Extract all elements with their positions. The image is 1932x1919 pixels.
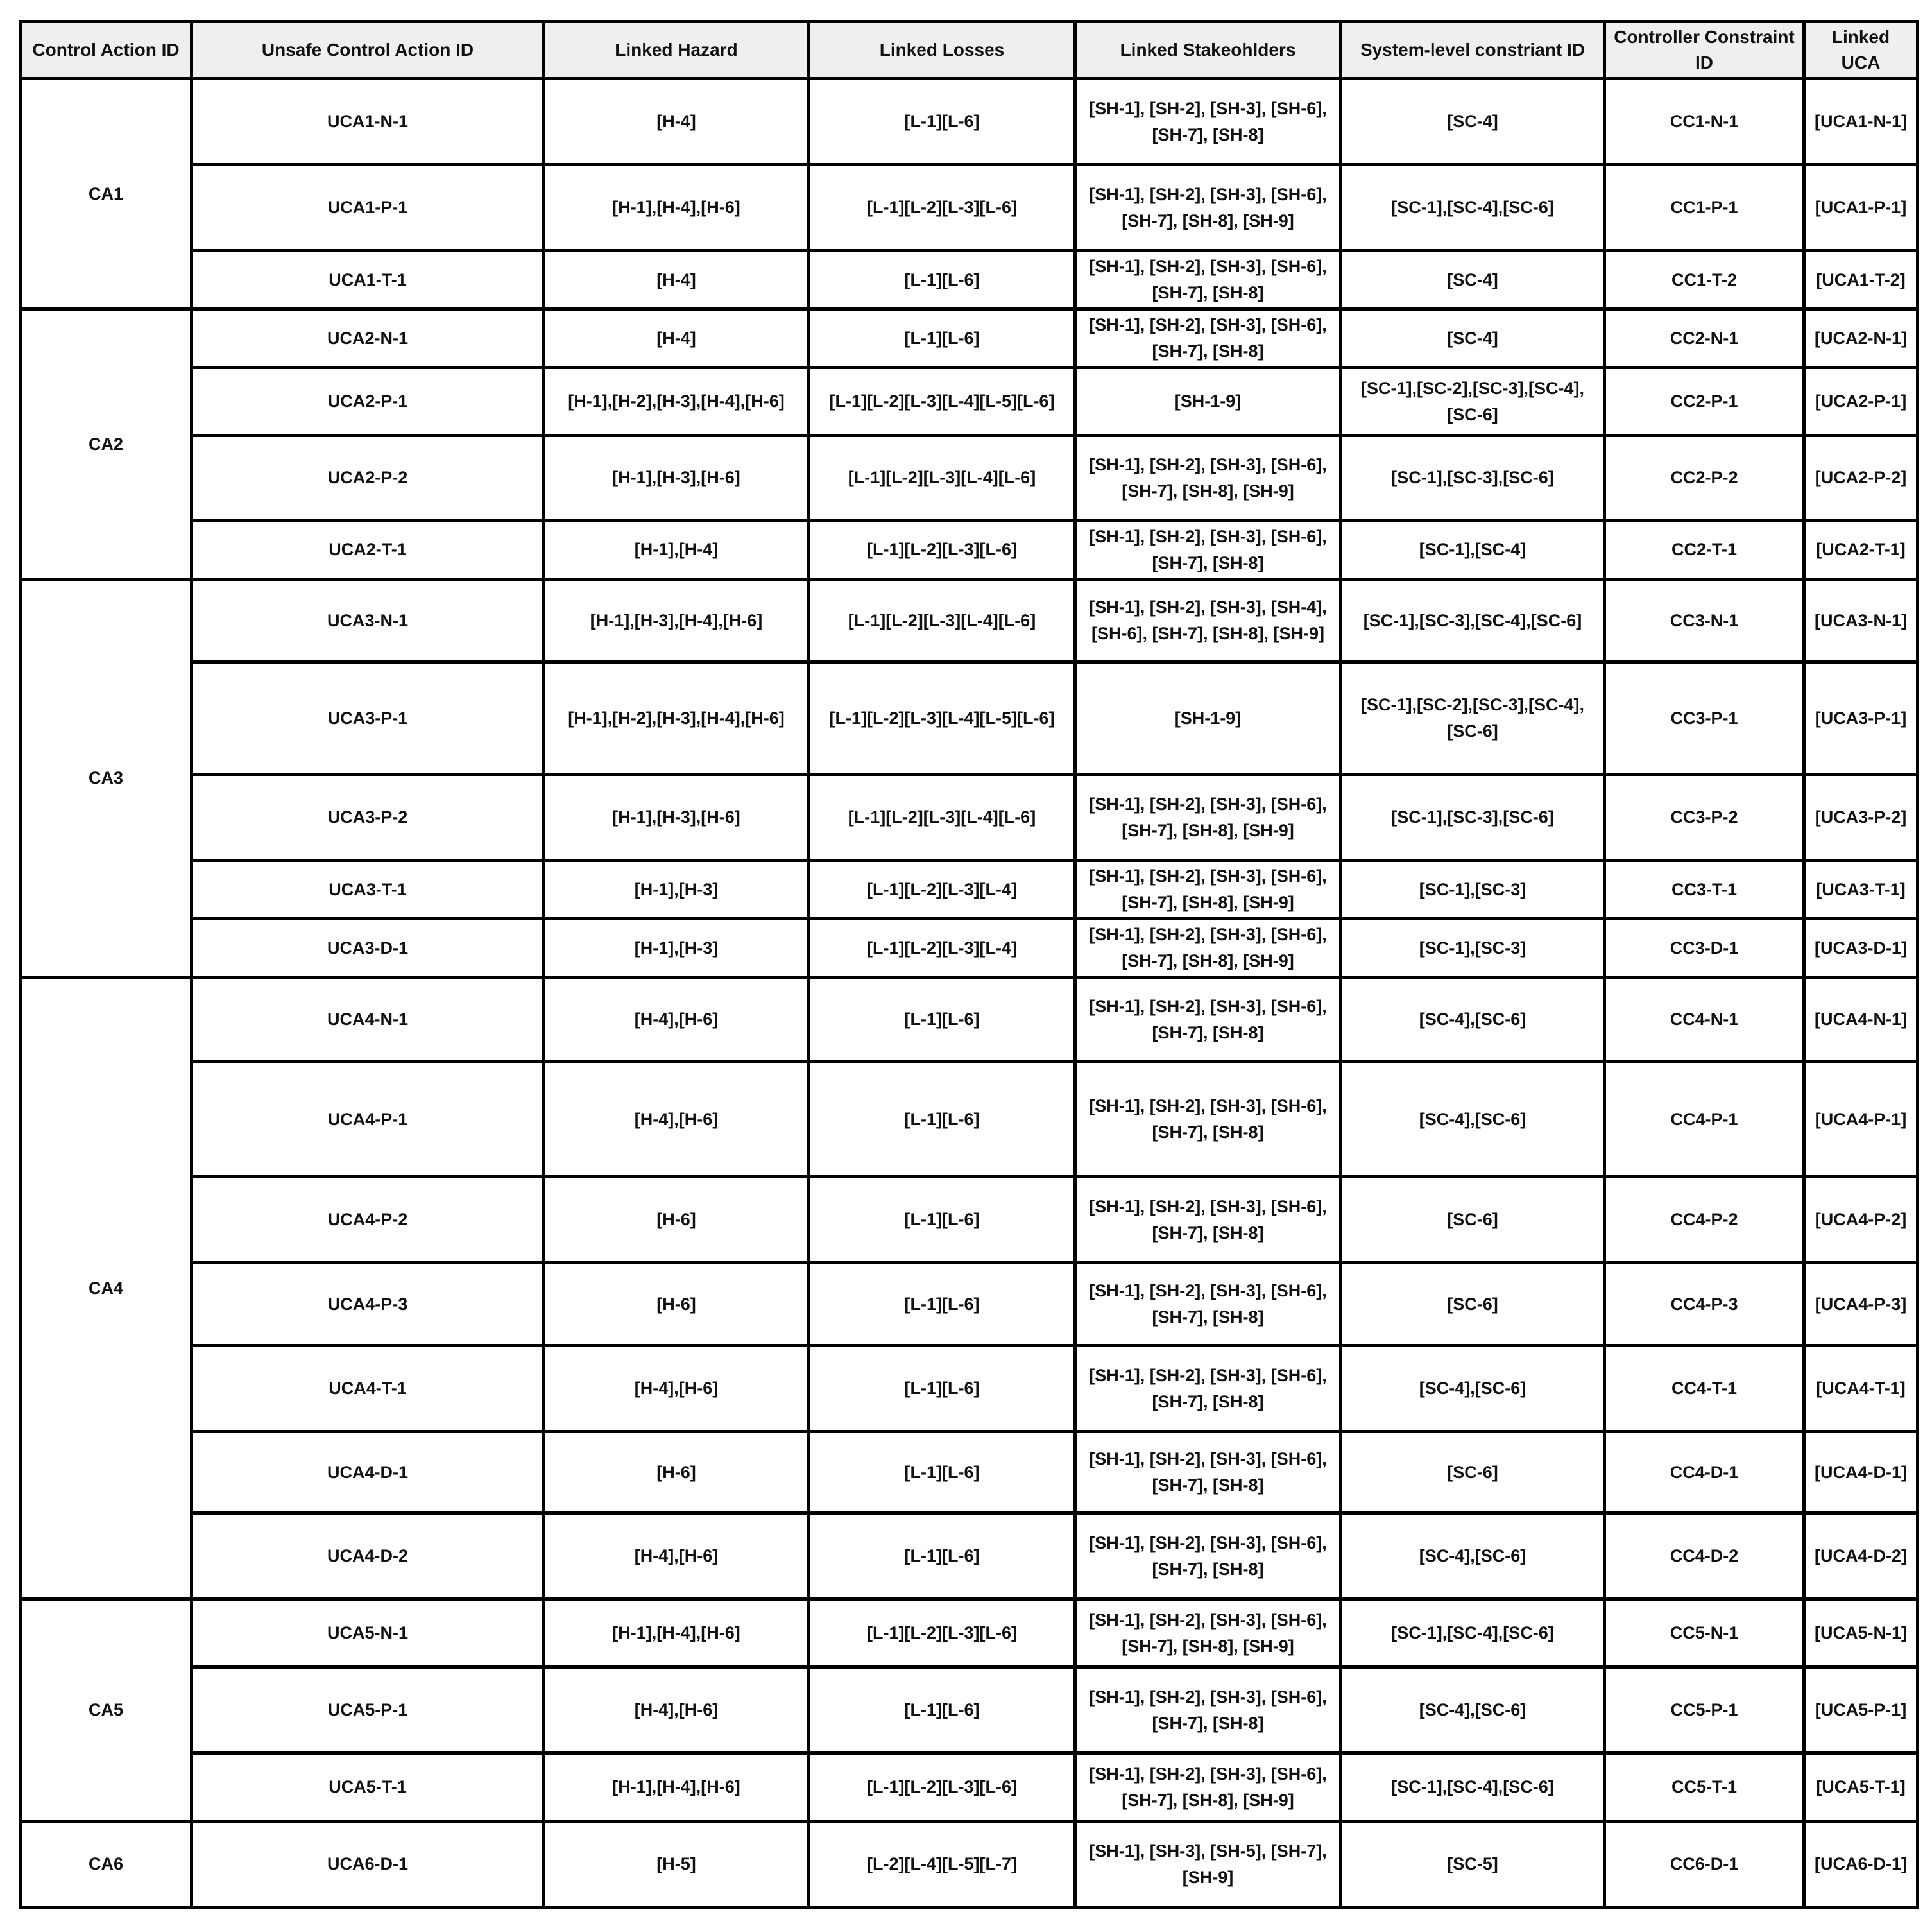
linked-hazard-cell: [H-4]	[544, 79, 809, 165]
controller-constraint-cell: CC2-P-2	[1605, 436, 1804, 521]
system-constraint-cell: [SC-4]	[1341, 309, 1605, 368]
linked-hazard-cell: [H-6]	[544, 1263, 809, 1346]
system-constraint-cell: [SC-4],[SC-6]	[1341, 977, 1605, 1062]
linked-losses-cell: [L-1][L-6]	[809, 1062, 1075, 1177]
linked-uca-cell: [UCA3-T-1]	[1804, 861, 1918, 919]
uca-id-cell: UCA4-N-1	[192, 977, 544, 1062]
linked-stakeholders-cell: [SH-1], [SH-2], [SH-3], [SH-6], [SH-7], [SH-8]	[1075, 309, 1341, 368]
controller-constraint-cell: CC5-N-1	[1605, 1599, 1804, 1667]
table-row	[21, 1667, 1918, 1753]
header-control-action-id: Control Action ID	[21, 22, 192, 79]
uca-id-cell: UCA1-T-1	[192, 251, 544, 309]
linked-stakeholders-cell: [SH-1], [SH-2], [SH-3], [SH-6], [SH-7], [SH-8]	[1075, 251, 1341, 309]
linked-hazard-cell: [H-6]	[544, 1432, 809, 1513]
controller-constraint-cell: CC1-N-1	[1605, 79, 1804, 165]
linked-stakeholders-cell: [SH-1], [SH-2], [SH-3], [SH-6], [SH-7], [SH-8], [SH-9]	[1075, 775, 1341, 861]
linked-losses-cell: [L-1][L-6]	[809, 1432, 1075, 1513]
system-constraint-cell: [SC-1],[SC-4],[SC-6]	[1341, 165, 1605, 251]
controller-constraint-cell: CC3-D-1	[1605, 919, 1804, 977]
controller-constraint-cell: CC5-P-1	[1605, 1667, 1804, 1753]
controller-constraint-cell: CC2-N-1	[1605, 309, 1804, 368]
linked-uca-cell: [UCA3-P-1]	[1804, 662, 1918, 775]
table-row	[21, 1062, 1918, 1177]
uca-id-cell: UCA3-P-2	[192, 775, 544, 861]
system-constraint-cell: [SC-1],[SC-3]	[1341, 919, 1605, 977]
linked-losses-cell: [L-1][L-2][L-3][L-4][L-5][L-6]	[809, 368, 1075, 436]
linked-hazard-cell: [H-1],[H-2],[H-3],[H-4],[H-6]	[544, 368, 809, 436]
linked-uca-cell: [UCA4-N-1]	[1804, 977, 1918, 1062]
linked-uca-cell: [UCA4-P-1]	[1804, 1062, 1918, 1177]
uca-id-cell: UCA3-D-1	[192, 919, 544, 977]
linked-stakeholders-cell: [SH-1], [SH-2], [SH-3], [SH-6], [SH-7], [SH-8]	[1075, 1667, 1341, 1753]
table-row	[21, 662, 1918, 775]
uca-id-cell: UCA1-P-1	[192, 165, 544, 251]
controller-constraint-cell: CC1-P-1	[1605, 165, 1804, 251]
linked-stakeholders-cell: [SH-1], [SH-2], [SH-3], [SH-4], [SH-6], [SH-7], [SH-8], [SH-9]	[1075, 580, 1341, 662]
linked-hazard-cell: [H-4],[H-6]	[544, 977, 809, 1062]
header-system-level-constraint-id: System-level constriant ID	[1341, 22, 1605, 79]
linked-uca-cell: [UCA2-P-1]	[1804, 368, 1918, 436]
linked-stakeholders-cell: [SH-1], [SH-2], [SH-3], [SH-6], [SH-7], [SH-8]	[1075, 1346, 1341, 1432]
controller-constraint-cell: CC4-D-2	[1605, 1513, 1804, 1599]
header-unsafe-control-action-id: Unsafe Control Action ID	[192, 22, 544, 79]
linked-uca-cell: [UCA2-P-2]	[1804, 436, 1918, 521]
table-row	[21, 436, 1918, 521]
control-action-cell: CA4	[21, 977, 192, 1599]
controller-constraint-cell: CC3-P-1	[1605, 662, 1804, 775]
linked-losses-cell: [L-1][L-6]	[809, 309, 1075, 368]
system-constraint-cell: [SC-1],[SC-4]	[1341, 521, 1605, 580]
linked-hazard-cell: [H-4],[H-6]	[544, 1513, 809, 1599]
linked-hazard-cell: [H-1],[H-2],[H-3],[H-4],[H-6]	[544, 662, 809, 775]
system-constraint-cell: [SC-6]	[1341, 1177, 1605, 1263]
linked-stakeholders-cell: [SH-1-9]	[1075, 368, 1341, 436]
linked-losses-cell: [L-1][L-2][L-3][L-4][L-6]	[809, 580, 1075, 662]
linked-uca-cell: [UCA3-N-1]	[1804, 580, 1918, 662]
control-action-cell: CA5	[21, 1599, 192, 1821]
linked-hazard-cell: [H-4]	[544, 251, 809, 309]
linked-uca-cell: [UCA4-P-2]	[1804, 1177, 1918, 1263]
uca-id-cell: UCA2-N-1	[192, 309, 544, 368]
uca-id-cell: UCA5-T-1	[192, 1753, 544, 1821]
table-row	[21, 368, 1918, 436]
table-row	[21, 1346, 1918, 1432]
linked-stakeholders-cell: [SH-1], [SH-2], [SH-3], [SH-6], [SH-7], [SH-8], [SH-9]	[1075, 165, 1341, 251]
linked-losses-cell: [L-1][L-6]	[809, 251, 1075, 309]
linked-hazard-cell: [H-1],[H-4]	[544, 521, 809, 580]
system-constraint-cell: [SC-1],[SC-3]	[1341, 861, 1605, 919]
uca-id-cell: UCA3-N-1	[192, 580, 544, 662]
linked-losses-cell: [L-1][L-2][L-3][L-4]	[809, 919, 1075, 977]
uca-table	[19, 20, 1919, 1909]
uca-id-cell: UCA5-P-1	[192, 1667, 544, 1753]
header-linked-stakeholders: Linked Stakeohlders	[1075, 22, 1341, 79]
controller-constraint-cell: CC2-P-1	[1605, 368, 1804, 436]
controller-constraint-cell: CC4-P-2	[1605, 1177, 1804, 1263]
system-constraint-cell: [SC-1],[SC-3],[SC-4],[SC-6]	[1341, 580, 1605, 662]
controller-constraint-cell: CC4-T-1	[1605, 1346, 1804, 1432]
linked-stakeholders-cell: [SH-1], [SH-2], [SH-3], [SH-6], [SH-7], [SH-8], [SH-9]	[1075, 436, 1341, 521]
header-linked-uca: Linked UCA	[1804, 22, 1918, 79]
control-action-cell: CA3	[21, 580, 192, 977]
linked-losses-cell: [L-1][L-6]	[809, 79, 1075, 165]
linked-uca-cell: [UCA4-D-2]	[1804, 1513, 1918, 1599]
linked-hazard-cell: [H-1],[H-3],[H-6]	[544, 775, 809, 861]
linked-stakeholders-cell: [SH-1], [SH-2], [SH-3], [SH-6], [SH-7], [SH-8]	[1075, 79, 1341, 165]
controller-constraint-cell: CC1-T-2	[1605, 251, 1804, 309]
system-constraint-cell: [SC-4],[SC-6]	[1341, 1062, 1605, 1177]
system-constraint-cell: [SC-4],[SC-6]	[1341, 1667, 1605, 1753]
table-row	[21, 79, 1918, 165]
linked-losses-cell: [L-1][L-6]	[809, 1263, 1075, 1346]
table-row	[21, 1599, 1918, 1667]
controller-constraint-cell: CC3-T-1	[1605, 861, 1804, 919]
table-row	[21, 165, 1918, 251]
linked-losses-cell: [L-1][L-6]	[809, 1513, 1075, 1599]
system-constraint-cell: [SC-5]	[1341, 1821, 1605, 1907]
linked-uca-cell: [UCA3-P-2]	[1804, 775, 1918, 861]
system-constraint-cell: [SC-1],[SC-4],[SC-6]	[1341, 1599, 1605, 1667]
linked-uca-cell: [UCA5-T-1]	[1804, 1753, 1918, 1821]
linked-uca-cell: [UCA1-T-2]	[1804, 251, 1918, 309]
linked-hazard-cell: [H-1],[H-3],[H-6]	[544, 436, 809, 521]
table-row	[21, 251, 1918, 309]
linked-losses-cell: [L-1][L-2][L-3][L-4][L-6]	[809, 775, 1075, 861]
system-constraint-cell: [SC-1],[SC-4],[SC-6]	[1341, 1753, 1605, 1821]
table-row	[21, 977, 1918, 1062]
linked-hazard-cell: [H-4]	[544, 309, 809, 368]
linked-losses-cell: [L-1][L-6]	[809, 1667, 1075, 1753]
linked-losses-cell: [L-1][L-6]	[809, 1346, 1075, 1432]
linked-hazard-cell: [H-4],[H-6]	[544, 1346, 809, 1432]
linked-uca-cell: [UCA6-D-1]	[1804, 1821, 1918, 1907]
table-row	[21, 1263, 1918, 1346]
linked-losses-cell: [L-1][L-2][L-3][L-6]	[809, 1599, 1075, 1667]
system-constraint-cell: [SC-4],[SC-6]	[1341, 1513, 1605, 1599]
uca-id-cell: UCA2-T-1	[192, 521, 544, 580]
table-row	[21, 521, 1918, 580]
control-action-cell: CA6	[21, 1821, 192, 1907]
controller-constraint-cell: CC5-T-1	[1605, 1753, 1804, 1821]
uca-id-cell: UCA3-P-1	[192, 662, 544, 775]
header-row	[21, 22, 1918, 79]
controller-constraint-cell: CC4-D-1	[1605, 1432, 1804, 1513]
table-row	[21, 1821, 1918, 1907]
linked-hazard-cell: [H-1],[H-4],[H-6]	[544, 165, 809, 251]
linked-hazard-cell: [H-1],[H-3]	[544, 861, 809, 919]
system-constraint-cell: [SC-1],[SC-2],[SC-3],[SC-4],[SC-6]	[1341, 662, 1605, 775]
linked-stakeholders-cell: [SH-1], [SH-2], [SH-3], [SH-6], [SH-7], [SH-8]	[1075, 1263, 1341, 1346]
system-constraint-cell: [SC-4],[SC-6]	[1341, 1346, 1605, 1432]
linked-uca-cell: [UCA5-P-1]	[1804, 1667, 1918, 1753]
linked-hazard-cell: [H-4],[H-6]	[544, 1062, 809, 1177]
uca-id-cell: UCA2-P-1	[192, 368, 544, 436]
uca-id-cell: UCA6-D-1	[192, 1821, 544, 1907]
linked-uca-cell: [UCA4-D-1]	[1804, 1432, 1918, 1513]
controller-constraint-cell: CC2-T-1	[1605, 521, 1804, 580]
control-action-cell: CA2	[21, 309, 192, 580]
linked-stakeholders-cell: [SH-1], [SH-2], [SH-3], [SH-6], [SH-7], [SH-8]	[1075, 1432, 1341, 1513]
linked-losses-cell: [L-1][L-2][L-3][L-4]	[809, 861, 1075, 919]
table-body	[21, 79, 1918, 1907]
linked-hazard-cell: [H-5]	[544, 1821, 809, 1907]
linked-losses-cell: [L-1][L-6]	[809, 1177, 1075, 1263]
linked-uca-cell: [UCA5-N-1]	[1804, 1599, 1918, 1667]
table-row	[21, 1177, 1918, 1263]
linked-hazard-cell: [H-1],[H-3],[H-4],[H-6]	[544, 580, 809, 662]
controller-constraint-cell: CC3-P-2	[1605, 775, 1804, 861]
linked-hazard-cell: [H-1],[H-3]	[544, 919, 809, 977]
linked-stakeholders-cell: [SH-1], [SH-2], [SH-3], [SH-6], [SH-7], [SH-8], [SH-9]	[1075, 919, 1341, 977]
uca-id-cell: UCA4-D-1	[192, 1432, 544, 1513]
table-row	[21, 1513, 1918, 1599]
linked-uca-cell: [UCA2-T-1]	[1804, 521, 1918, 580]
linked-stakeholders-cell: [SH-1], [SH-2], [SH-3], [SH-6], [SH-7], [SH-8]	[1075, 521, 1341, 580]
linked-stakeholders-cell: [SH-1], [SH-2], [SH-3], [SH-6], [SH-7], [SH-8]	[1075, 1513, 1341, 1599]
controller-constraint-cell: CC3-N-1	[1605, 580, 1804, 662]
linked-hazard-cell: [H-1],[H-4],[H-6]	[544, 1599, 809, 1667]
linked-stakeholders-cell: [SH-1], [SH-2], [SH-3], [SH-6], [SH-7], [SH-8]	[1075, 1062, 1341, 1177]
linked-losses-cell: [L-2][L-4][L-5][L-7]	[809, 1821, 1075, 1907]
linked-losses-cell: [L-1][L-2][L-3][L-4][L-6]	[809, 436, 1075, 521]
controller-constraint-cell: CC4-P-1	[1605, 1062, 1804, 1177]
linked-losses-cell: [L-1][L-2][L-3][L-4][L-5][L-6]	[809, 662, 1075, 775]
linked-hazard-cell: [H-6]	[544, 1177, 809, 1263]
uca-id-cell: UCA4-P-2	[192, 1177, 544, 1263]
uca-id-cell: UCA2-P-2	[192, 436, 544, 521]
linked-stakeholders-cell: [SH-1], [SH-2], [SH-3], [SH-6], [SH-7], [SH-8]	[1075, 977, 1341, 1062]
system-constraint-cell: [SC-6]	[1341, 1432, 1605, 1513]
linked-stakeholders-cell: [SH-1], [SH-2], [SH-3], [SH-6], [SH-7], [SH-8]	[1075, 1177, 1341, 1263]
uca-id-cell: UCA4-P-3	[192, 1263, 544, 1346]
linked-uca-cell: [UCA3-D-1]	[1804, 919, 1918, 977]
table-row	[21, 580, 1918, 662]
linked-stakeholders-cell: [SH-1], [SH-3], [SH-5], [SH-7], [SH-9]	[1075, 1821, 1341, 1907]
linked-stakeholders-cell: [SH-1], [SH-2], [SH-3], [SH-6], [SH-7], [SH-8], [SH-9]	[1075, 1599, 1341, 1667]
system-constraint-cell: [SC-1],[SC-3],[SC-6]	[1341, 436, 1605, 521]
system-constraint-cell: [SC-1],[SC-2],[SC-3],[SC-4],[SC-6]	[1341, 368, 1605, 436]
uca-id-cell: UCA4-P-1	[192, 1062, 544, 1177]
system-constraint-cell: [SC-6]	[1341, 1263, 1605, 1346]
table-row	[21, 309, 1918, 368]
uca-id-cell: UCA5-N-1	[192, 1599, 544, 1667]
system-constraint-cell: [SC-4]	[1341, 79, 1605, 165]
controller-constraint-cell: CC4-P-3	[1605, 1263, 1804, 1346]
header-linked-losses: Linked Losses	[809, 22, 1075, 79]
linked-losses-cell: [L-1][L-2][L-3][L-6]	[809, 521, 1075, 580]
controller-constraint-cell: CC4-N-1	[1605, 977, 1804, 1062]
table-row	[21, 1432, 1918, 1513]
linked-uca-cell: [UCA4-T-1]	[1804, 1346, 1918, 1432]
table-row	[21, 775, 1918, 861]
system-constraint-cell: [SC-4]	[1341, 251, 1605, 309]
table-row	[21, 919, 1918, 977]
linked-hazard-cell: [H-4],[H-6]	[544, 1667, 809, 1753]
system-constraint-cell: [SC-1],[SC-3],[SC-6]	[1341, 775, 1605, 861]
linked-uca-cell: [UCA2-N-1]	[1804, 309, 1918, 368]
uca-id-cell: UCA1-N-1	[192, 79, 544, 165]
control-action-cell: CA1	[21, 79, 192, 309]
uca-id-cell: UCA4-T-1	[192, 1346, 544, 1432]
header-controller-constraint-id: Controller Constraint ID	[1605, 22, 1804, 79]
linked-hazard-cell: [H-1],[H-4],[H-6]	[544, 1753, 809, 1821]
table-row	[21, 1753, 1918, 1821]
linked-losses-cell: [L-1][L-2][L-3][L-6]	[809, 165, 1075, 251]
table-row	[21, 861, 1918, 919]
linked-stakeholders-cell: [SH-1-9]	[1075, 662, 1341, 775]
uca-id-cell: UCA4-D-2	[192, 1513, 544, 1599]
controller-constraint-cell: CC6-D-1	[1605, 1821, 1804, 1907]
linked-uca-cell: [UCA1-N-1]	[1804, 79, 1918, 165]
linked-stakeholders-cell: [SH-1], [SH-2], [SH-3], [SH-6], [SH-7], [SH-8], [SH-9]	[1075, 1753, 1341, 1821]
linked-losses-cell: [L-1][L-2][L-3][L-6]	[809, 1753, 1075, 1821]
header-linked-hazard: Linked Hazard	[544, 22, 809, 79]
linked-losses-cell: [L-1][L-6]	[809, 977, 1075, 1062]
linked-uca-cell: [UCA4-P-3]	[1804, 1263, 1918, 1346]
uca-id-cell: UCA3-T-1	[192, 861, 544, 919]
linked-uca-cell: [UCA1-P-1]	[1804, 165, 1918, 251]
linked-stakeholders-cell: [SH-1], [SH-2], [SH-3], [SH-6], [SH-7], [SH-8], [SH-9]	[1075, 861, 1341, 919]
